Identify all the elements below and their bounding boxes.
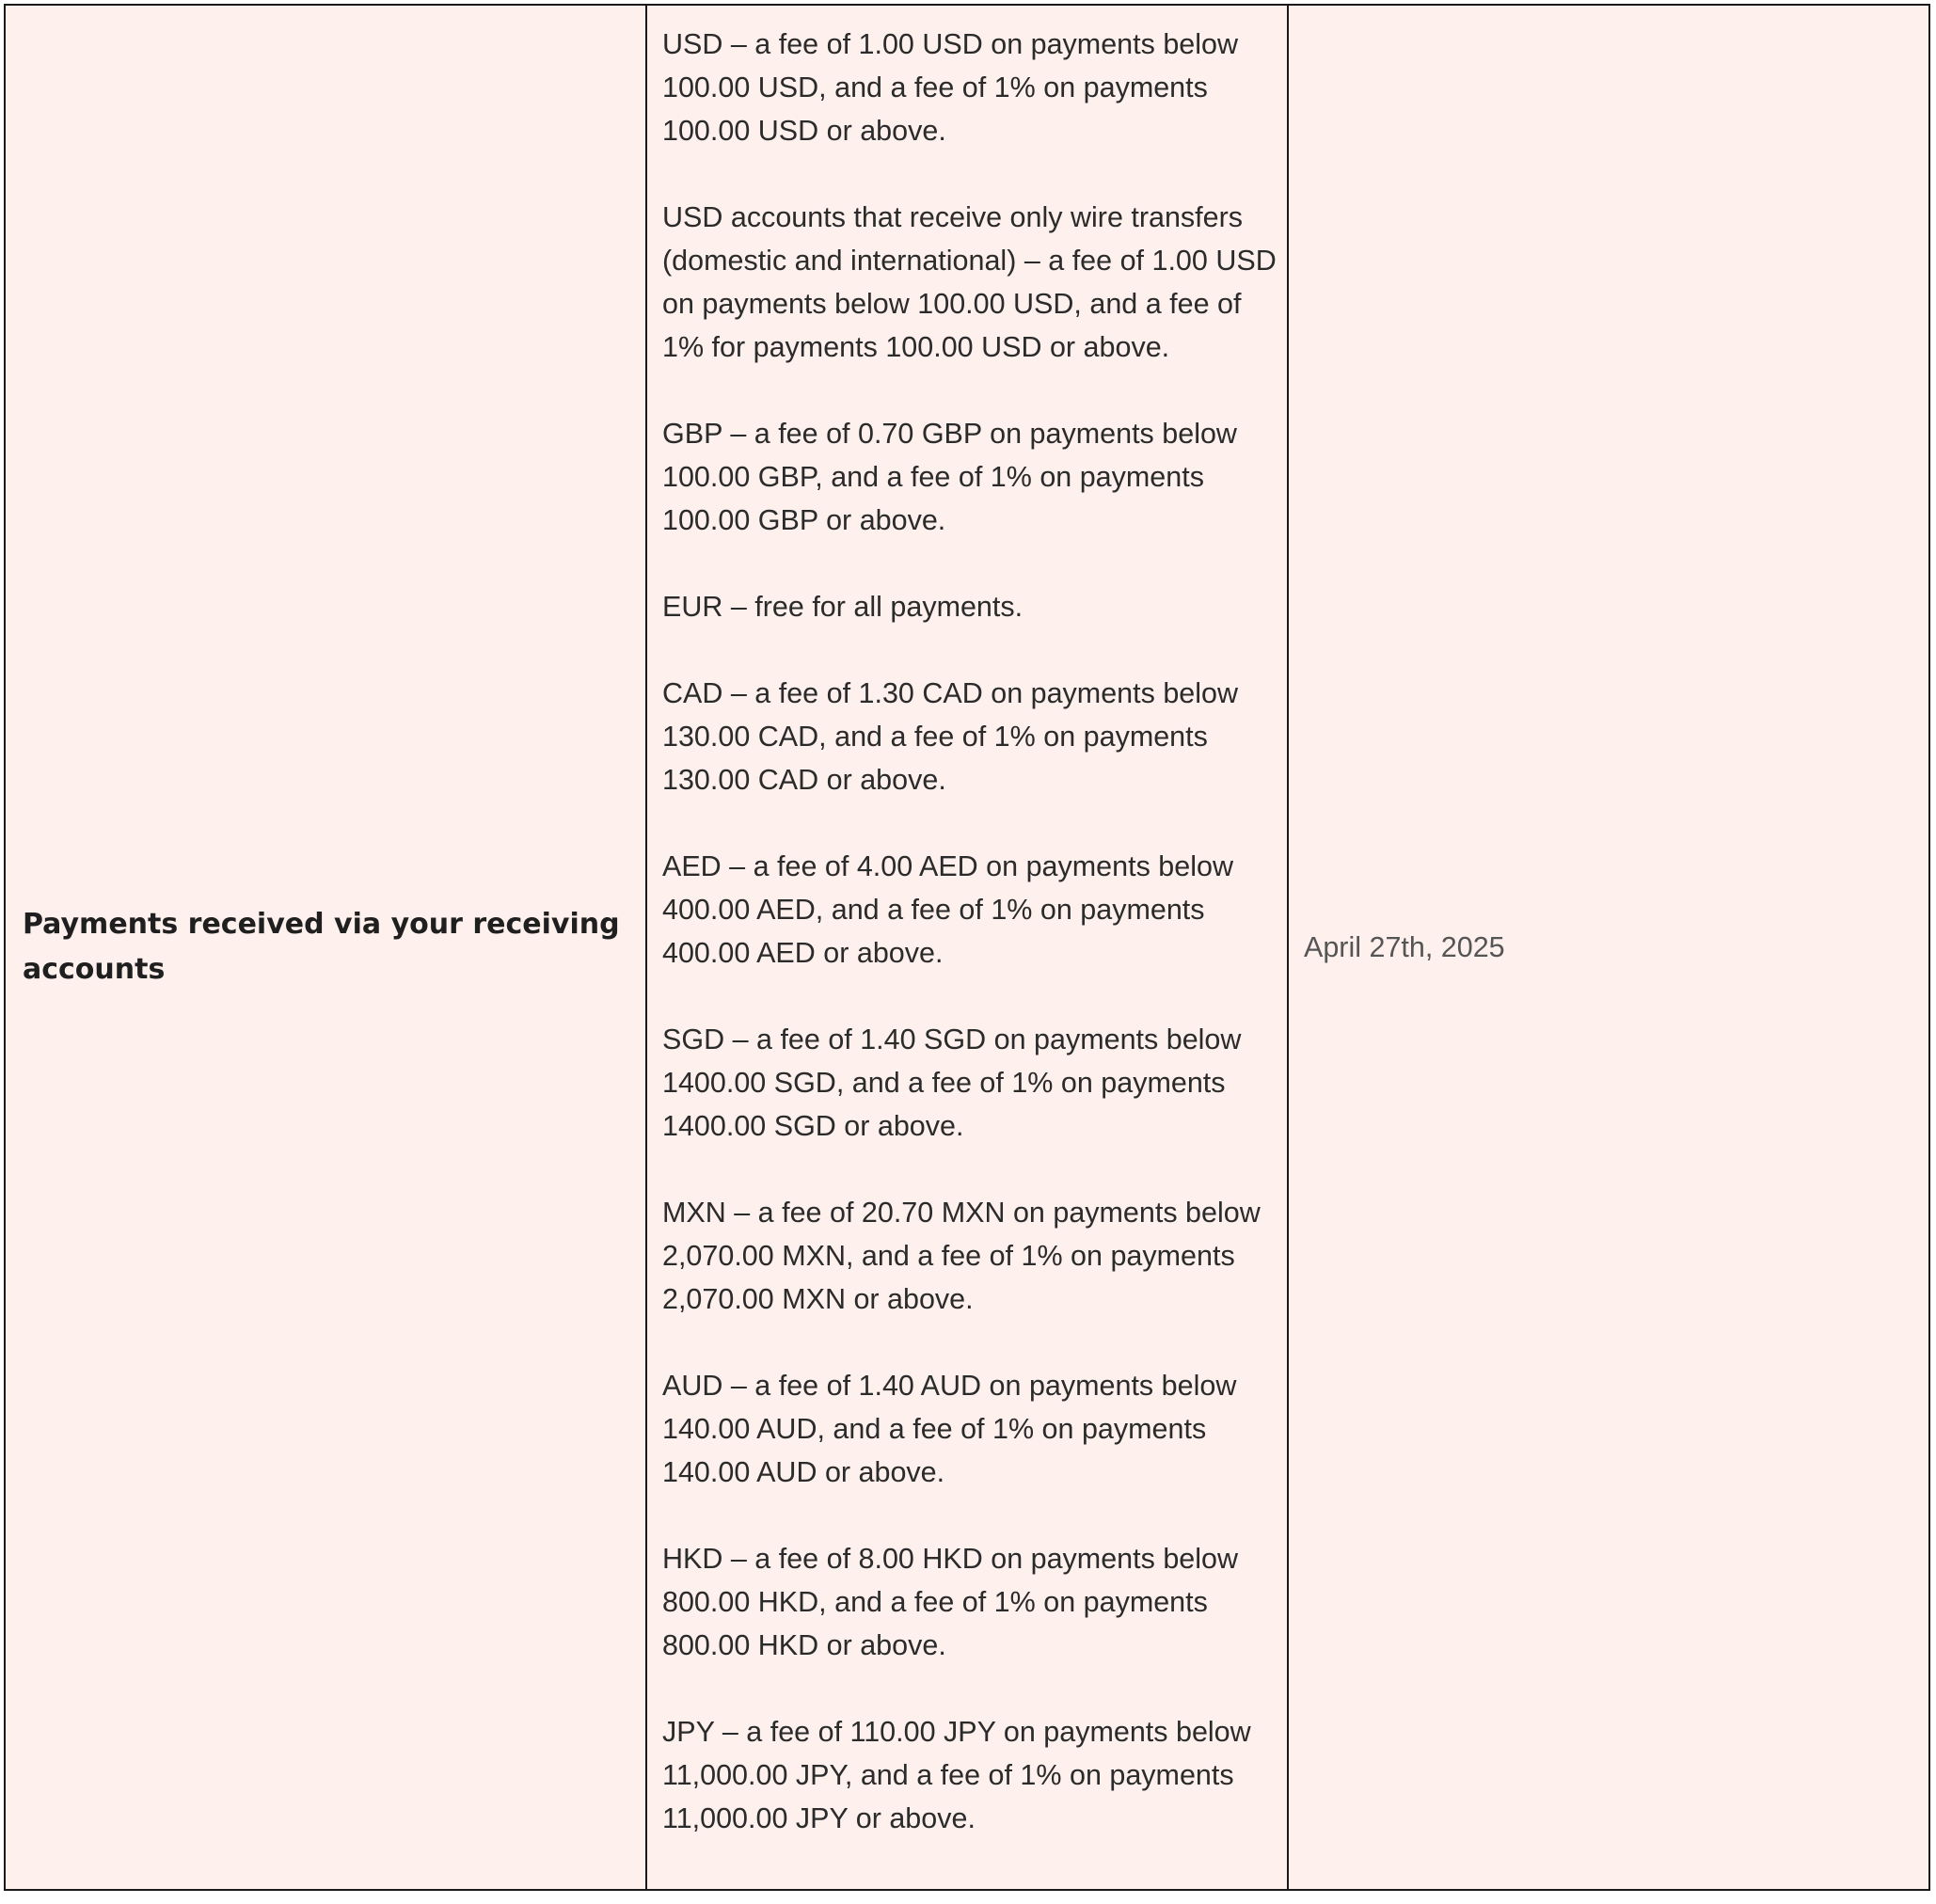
fee-item-sgd: SGD – a fee of 1.40 SGD on payments below 1400.00 SGD, and a fee of 1% on payments 1400.00 SGD or above. <box>662 1023 1242 1142</box>
fee-item-gbp: GBP – a fee of 0.70 GBP on payments below 100.00 GBP, and a fee of 1% on payments 100.00 GBP or above. <box>662 418 1237 536</box>
fee-item-mxn: MXN – a fee of 20.70 MXN on payments below 2,070.00 MXN, and a fee of 1% on payments 2,070.00 MXN or above. <box>662 1197 1261 1315</box>
fee-item-jpy: JPY – a fee of 110.00 JPY on payments below 11,000.00 JPY, and a fee of 1% on payments 11,000.00 JPY or above. <box>662 1716 1251 1834</box>
table-row <box>5 5 1929 1890</box>
fee-item-usd: USD – a fee of 1.00 USD on payments below 100.00 USD, and a fee of 1% on payments 100.00 USD or above. <box>662 28 1239 147</box>
effective-date: April 27th, 2025 <box>1288 5 1929 1890</box>
fee-item-aed: AED – a fee of 4.00 AED on payments below 400.00 AED, and a fee of 1% on payments 400.00 AED or above. <box>662 850 1233 969</box>
fee-item-cad: CAD – a fee of 1.30 CAD on payments below 130.00 CAD, and a fee of 1% on payments 130.00 CAD or above. <box>662 677 1239 796</box>
fee-item-eur: EUR – free for all payments. <box>662 591 1024 623</box>
fee-item-hkd: HKD – a fee of 8.00 HKD on payments below 800.00 HKD, and a fee of 1% on payments 800.00 HKD or above. <box>662 1543 1239 1661</box>
fee-description-cell <box>646 5 1288 1890</box>
fee-table <box>4 4 1930 1891</box>
fee-item-aud: AUD – a fee of 1.40 AUD on payments below 140.00 AUD, and a fee of 1% on payments 140.00 AUD or above. <box>662 1370 1237 1488</box>
fee-category-label: Payments received via your receiving accounts <box>5 5 646 1890</box>
fee-item-usd-wire: USD accounts that receive only wire transfers (domestic and international) – a fee of 1.00 USD on payments below 100.00 USD, and a fee of 1% for payments 100.00 USD or above. <box>662 201 1277 363</box>
